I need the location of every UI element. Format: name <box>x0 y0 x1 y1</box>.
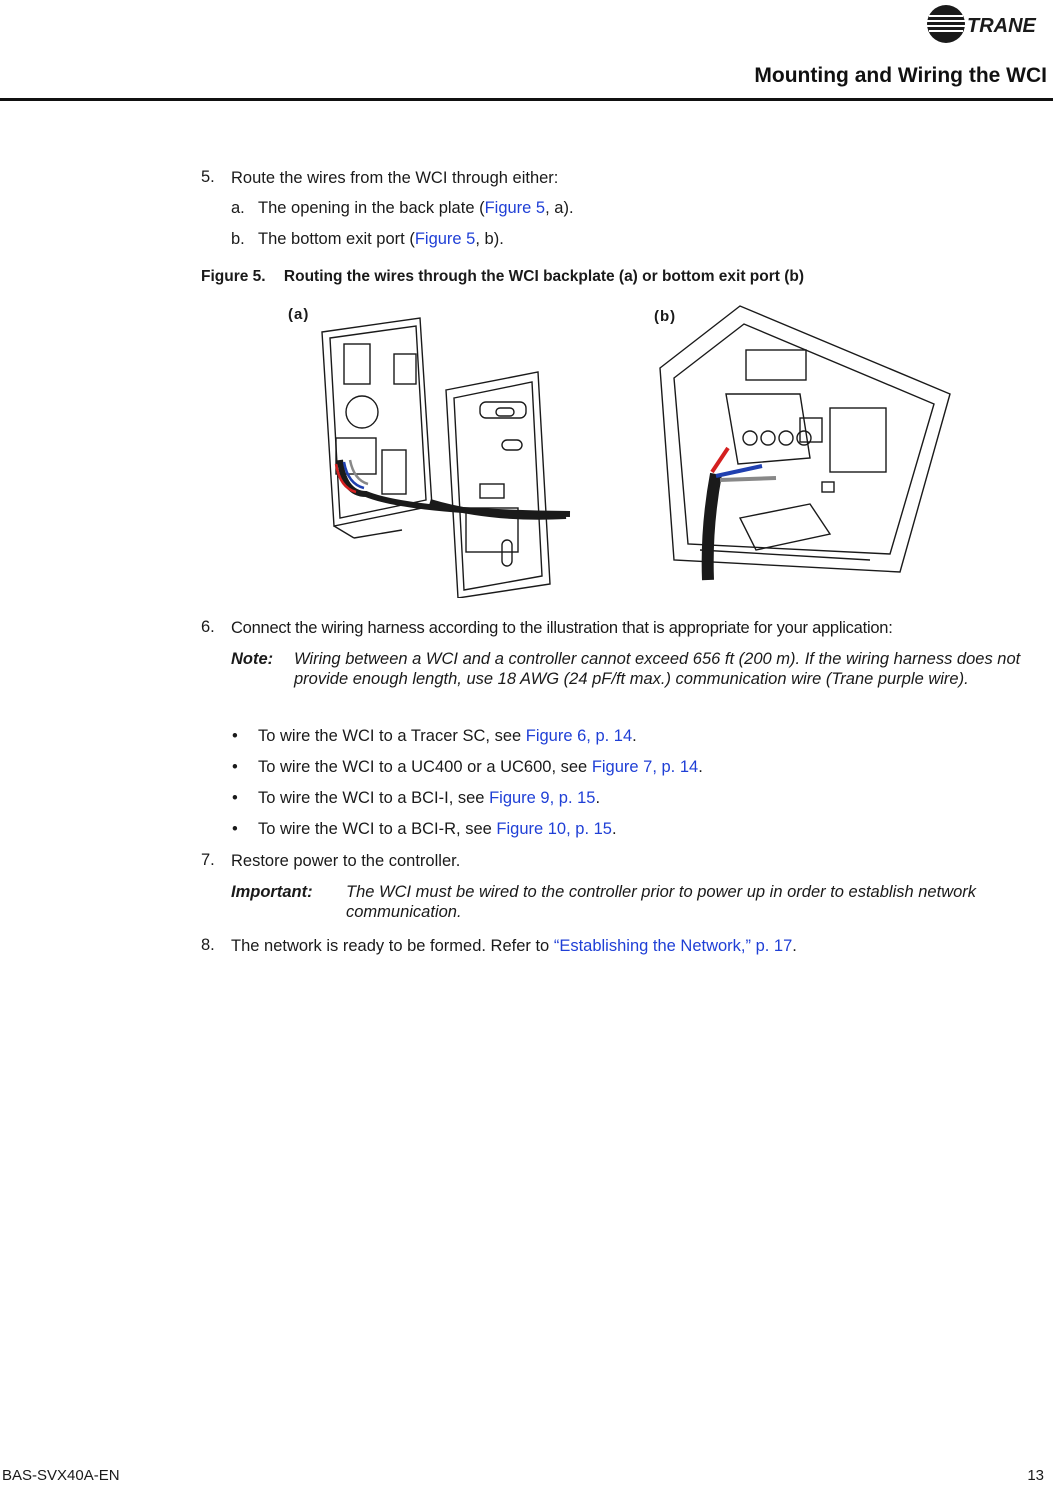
note-label: Note: <box>231 650 274 668</box>
step-5a-letter: a. <box>231 199 245 217</box>
figure-number: Figure 5. <box>201 268 266 285</box>
step-5a-text: The opening in the back plate (Figure 5, a). <box>258 199 574 217</box>
establishing-network-link[interactable]: “Establishing the Network,” p. 17 <box>553 937 793 955</box>
header-rule <box>0 98 1053 101</box>
step-5-text: Route the wires from the WCI through either: <box>231 169 559 187</box>
figure-5-link-b[interactable]: Figure 5 <box>414 230 476 248</box>
step-6-number: 6. <box>201 618 215 636</box>
step-8-number: 8. <box>201 936 215 954</box>
step-7-text: Restore power to the controller. <box>231 852 461 870</box>
list-item: To wire the WCI to a BCI-I, see Figure 9, p. 15. <box>258 789 601 807</box>
step-6-text: Connect the wiring harness according to the illustration that is appropriate for your application: <box>231 619 893 637</box>
list-item: To wire the WCI to a Tracer SC, see Figure 6, p. 14. <box>258 727 637 745</box>
list-item: To wire the WCI to a BCI-R, see Figure 10, p. 15. <box>258 820 617 838</box>
bullet-dot: • <box>232 758 238 776</box>
bullet-dot: • <box>232 727 238 745</box>
step-5-number: 5. <box>201 168 215 186</box>
document-id: BAS-SVX40A-EN <box>2 1467 120 1484</box>
bullet-dot: • <box>232 820 238 838</box>
important-label: Important: <box>231 883 313 901</box>
figure-label-a: (a) <box>288 306 310 323</box>
step-5b-text: The bottom exit port (Figure 5, b). <box>258 230 504 248</box>
figure-caption <box>201 268 804 286</box>
figure-label-b: (b) <box>654 308 677 325</box>
figure-5-link-a[interactable]: Figure 5 <box>484 199 546 217</box>
bullet-dot: • <box>232 789 238 807</box>
section-title: Mounting and Wiring the WCI <box>754 64 1047 87</box>
trane-logo <box>921 2 1053 46</box>
figure-caption-text: Routing the wires through the WCI backplate (a) or bottom exit port (b) <box>283 268 805 285</box>
logo-text: TRANE <box>967 15 1036 37</box>
page-number: 13 <box>1027 1467 1044 1484</box>
list-item: To wire the WCI to a UC400 or a UC600, see Figure 7, p. 14. <box>258 758 703 776</box>
wci-drawing <box>270 298 960 598</box>
step-5b-letter: b. <box>231 230 245 248</box>
figure-9-link[interactable]: Figure 9, p. 15 <box>489 789 596 807</box>
note-text: Wiring between a WCI and a controller cannot exceed 656 ft (200 m). If the wiring harness does not provide enough length, use 18 AWG (24 pF/ft max.) communication wire (Trane purple wire). <box>294 650 1021 688</box>
step-7-number: 7. <box>201 851 215 869</box>
important-text: The WCI must be wired to the controller prior to power up in order to establish network communication. <box>346 883 977 921</box>
figure-10-link[interactable]: Figure 10, p. 15 <box>496 820 612 838</box>
wci-routing-illustration <box>270 298 960 598</box>
figure-7-link[interactable]: Figure 7, p. 14 <box>591 758 699 776</box>
step-8-text: The network is ready to be formed. Refer to “Establishing the Network,” p. 17. <box>231 937 797 955</box>
figure-6-link[interactable]: Figure 6, p. 14 <box>525 727 633 745</box>
